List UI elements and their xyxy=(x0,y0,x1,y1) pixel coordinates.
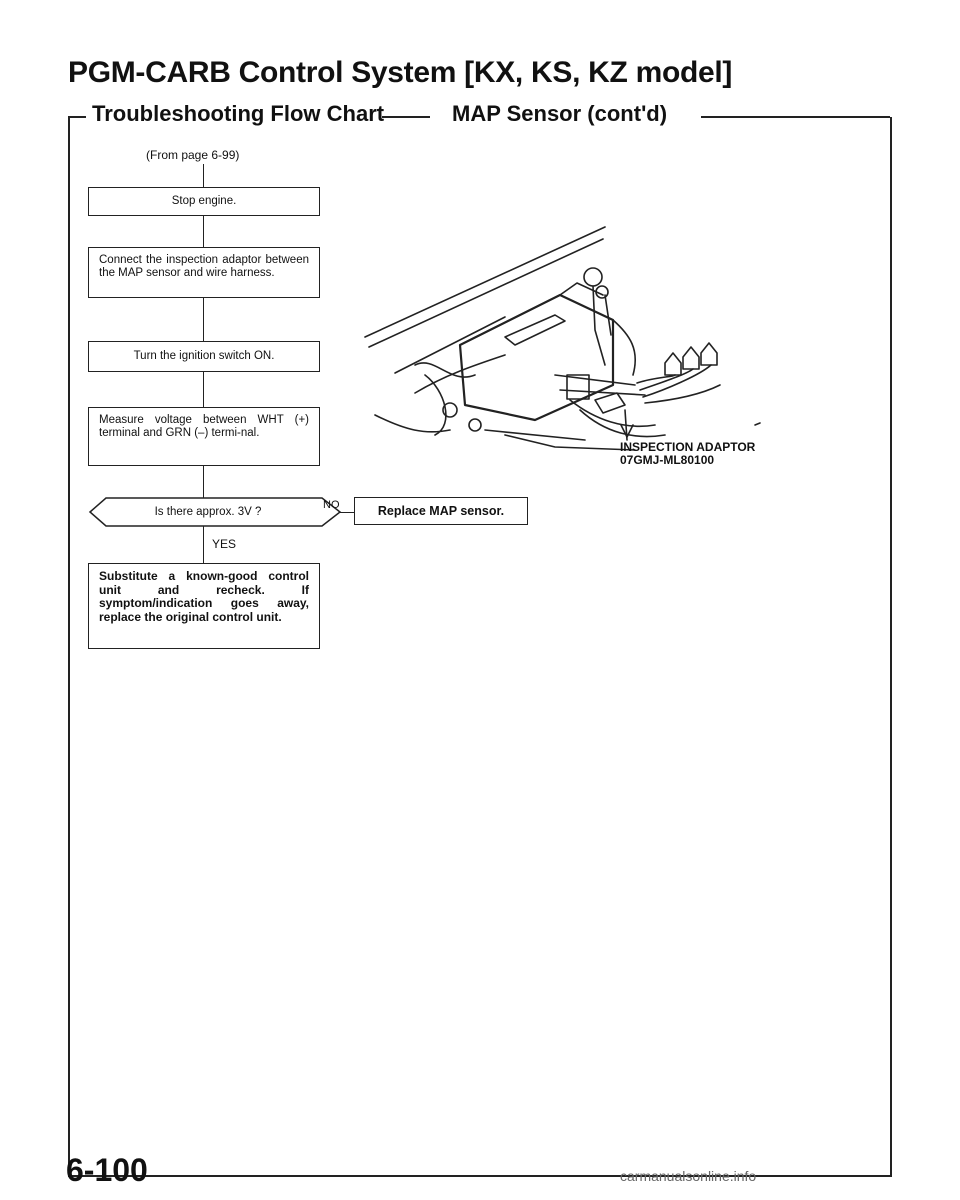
callout-part-number: 07GMJ-ML80100 xyxy=(620,453,715,467)
engine-bay-illustration xyxy=(355,225,775,460)
flow-connector xyxy=(203,372,204,408)
frame-top-edge xyxy=(68,116,86,118)
decision-diamond xyxy=(88,497,348,527)
step-measure-voltage: Measure voltage between WHT (+) terminal and GRN (–) termi-nal. xyxy=(88,407,320,466)
section-subtitle: MAP Sensor (cont'd) xyxy=(452,101,668,126)
flow-connector xyxy=(203,298,204,342)
step-connect-adaptor: Connect the inspection adaptor between the MAP sensor and wire harness. xyxy=(88,247,320,298)
flow-connector xyxy=(203,526,204,564)
watermark: carmanualsonline.info xyxy=(620,1168,757,1184)
decision-question: Is there approx. 3V ? xyxy=(154,506,262,518)
callout-inspection-adaptor: INSPECTION ADAPTOR xyxy=(620,440,756,454)
page-title: PGM-CARB Control System [KX, KS, KZ model] xyxy=(68,56,733,89)
frame-top-edge xyxy=(701,116,890,118)
step-stop-engine: Stop engine. xyxy=(88,187,320,216)
step-ignition-on: Turn the ignition switch ON. xyxy=(88,341,320,372)
yes-label: YES xyxy=(212,537,237,551)
from-page-reference: (From page 6-99) xyxy=(146,148,240,162)
flow-connector xyxy=(203,164,204,188)
section-title: Troubleshooting Flow Chart xyxy=(92,101,385,126)
flow-connector xyxy=(203,216,204,248)
flow-connector xyxy=(203,466,204,498)
action-replace-map-sensor: Replace MAP sensor. xyxy=(354,497,528,525)
action-substitute-control-unit: Substitute a known-good control unit and recheck. If symptom/indication goes away, replace the original control unit. xyxy=(88,563,320,649)
page-number: 6-100 xyxy=(66,1152,148,1188)
frame-top-edge xyxy=(382,116,430,118)
no-label: NO xyxy=(323,499,340,511)
